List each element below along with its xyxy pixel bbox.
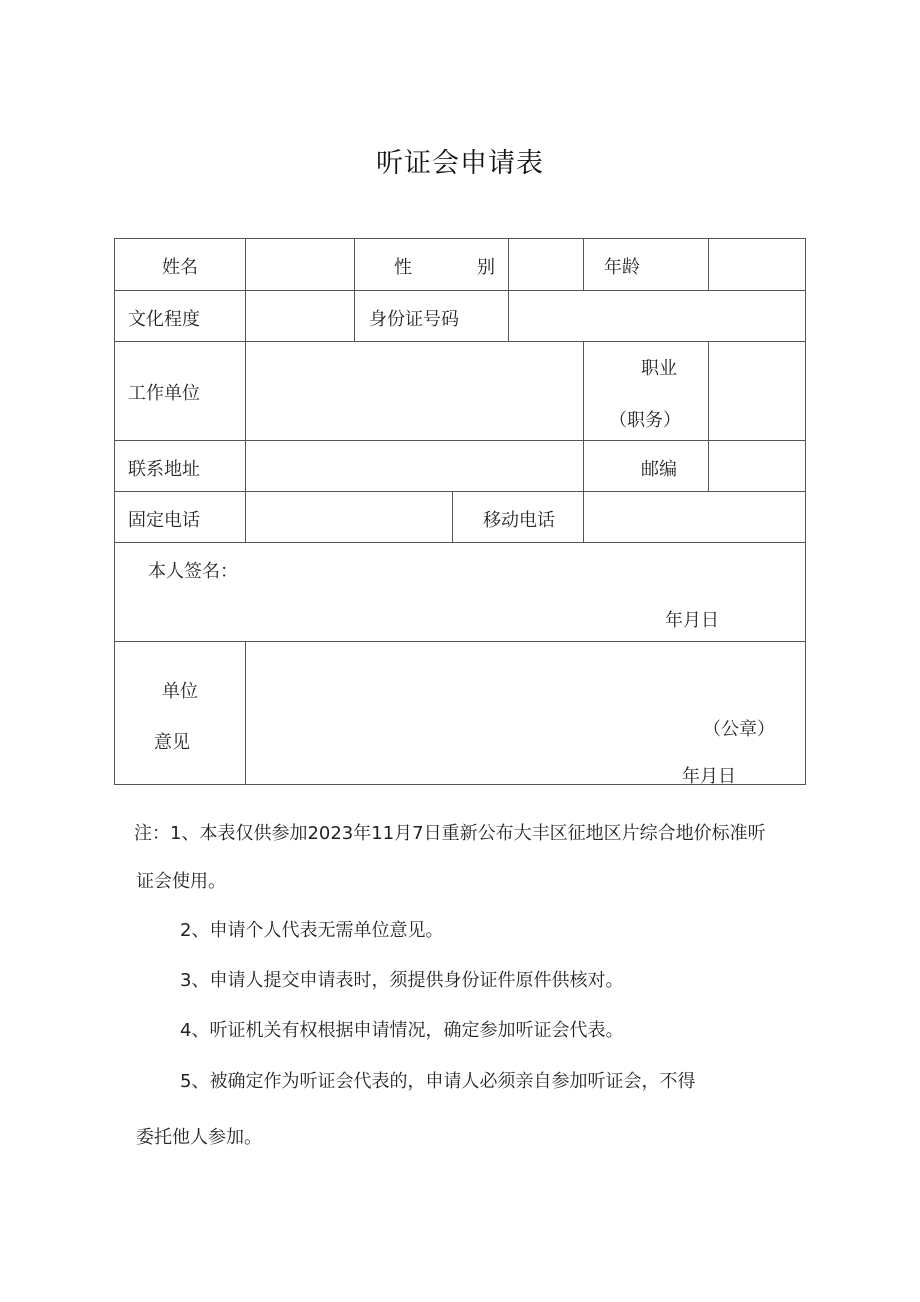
workplace-label: 工作单位 [128,383,200,404]
note-5-continued: 委托他人参加。 [136,1127,262,1148]
note-1: 注：1、本表仅供参加2023年11月7日重新公布大丰区征地区片综合地价标准听 [134,823,766,844]
id-number-label: 身份证号码 [369,309,459,330]
gender-label-part2: 别 [477,257,495,278]
age-label: 年龄 [604,257,640,278]
mobile-label: 移动电话 [483,510,555,531]
postcode-label: 邮编 [641,459,677,480]
unit-label: 单位 [162,681,198,702]
unit-date: 年月日 [682,766,736,787]
page-title: 听证会申请表 [376,148,544,179]
occupation-label: 职业 [641,358,677,379]
seal-label: （公章） [703,719,775,740]
note-3: 3、申请人提交申请表时，须提供身份证件原件供核对。 [180,970,624,991]
note-1-continued: 证会使用。 [136,871,226,892]
note-5: 5、被确定作为听证会代表的，申请人必须亲自参加听证会，不得 [180,1071,696,1092]
opinion-label: 意见 [154,732,190,753]
landline-label: 固定电话 [128,510,200,531]
note-2: 2、申请个人代表无需单位意见。 [180,920,444,941]
education-label: 文化程度 [128,309,200,330]
address-label: 联系地址 [128,459,200,480]
signature-date: 年月日 [665,610,719,631]
gender-label-part1: 性 [394,257,412,278]
note-4: 4、听证机关有权根据申请情况，确定参加听证会代表。 [180,1020,624,1041]
name-label: 姓名 [162,257,198,278]
signature-label: 本人签名： [148,561,238,582]
form-border [115,239,806,785]
position-label: （职务） [609,410,681,431]
